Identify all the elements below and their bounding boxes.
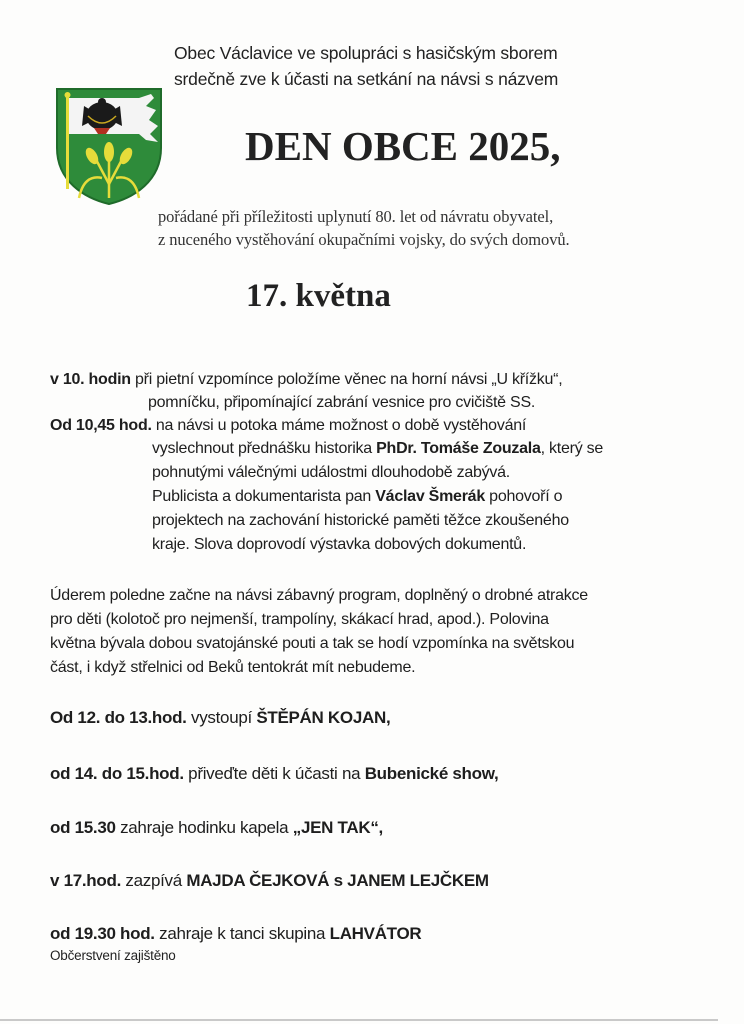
- schedule-after: s JANEM LEJČKEM: [329, 871, 489, 890]
- performer-name: LAHVÁTOR: [329, 924, 422, 943]
- intro-line-1: Obec Václavice ve spolupráci s hasičským sborem: [174, 43, 558, 63]
- program-item-1-time: v 10. hodin: [50, 371, 131, 388]
- noon-paragraph-line-2: pro děti (kolotoč pro nejmenší, trampolíny, skákací hrad, apod.). Polovina: [50, 611, 549, 628]
- performer-name: Bubenické show,: [364, 764, 499, 783]
- historian-name: PhDr. Tomáše Zouzala: [376, 440, 541, 457]
- noon-paragraph-line-3: května bývala dobou svatojánské pouti a tak se hodí vzpomínka na světskou: [50, 635, 575, 652]
- schedule-item: [50, 708, 390, 728]
- performer-name: MAJDA ČEJKOVÁ: [186, 871, 330, 890]
- schedule-text: přiveďte děti k účasti na: [183, 764, 365, 783]
- program-item-2-line-3: pohnutými válečnými událostmi dlouhodobě zabývá.: [152, 464, 510, 481]
- program-item-1-line-1: [50, 371, 562, 389]
- lecture-text-end: , který se: [540, 440, 604, 457]
- schedule-time: od 19.30 hod.: [50, 924, 155, 943]
- publicist-text-end: pohovoří o: [484, 488, 563, 505]
- schedule-item: [50, 764, 498, 784]
- refreshments-note: Občerstvení zajištěno: [50, 948, 176, 963]
- noon-paragraph-line-4: část, i když střelnici od Beků tentokrát mít nebudeme.: [50, 659, 416, 676]
- program-item-2-text: na návsi u potoka máme možnost o době vystěhování: [151, 417, 527, 434]
- event-date: 17. května: [246, 278, 391, 314]
- publicist-name: Václav Šmerák: [375, 488, 485, 505]
- subtitle-line-1: pořádané při příležitosti uplynutí 80. let od návratu obyvatel,: [158, 207, 554, 226]
- program-item-2-line-5: projektech na zachování historické paměti těžce zkoušeného: [152, 512, 569, 529]
- schedule-item: [50, 924, 421, 944]
- intro-line-2: srdečně zve k účasti na setkání na návsi s názvem: [174, 69, 559, 89]
- performer-name: „JEN TAK“,: [292, 818, 383, 837]
- schedule-item: [50, 818, 383, 838]
- program-item-2-line-4: [152, 488, 562, 506]
- schedule-time: od 14. do 15.hod.: [50, 764, 184, 783]
- schedule-text: zazpívá: [121, 871, 187, 890]
- schedule-text: vystoupí: [186, 708, 257, 727]
- subtitle-line-2: z nuceného vystěhování okupačními vojsky, do svých domovů.: [158, 230, 570, 249]
- lecture-text: vyslechnout přednášku historika: [152, 440, 377, 457]
- coat-of-arms-icon: [54, 86, 164, 206]
- noon-paragraph-line-1: Úderem poledne začne na návsi zábavný program, doplněný o drobné atrakce: [50, 587, 588, 604]
- program-item-2-line-1: [50, 417, 526, 435]
- schedule-time: Od 12. do 13.hod.: [50, 708, 187, 727]
- schedule-time: v 17.hod.: [50, 871, 121, 890]
- program-item-2-time: Od 10,45 hod.: [50, 417, 152, 434]
- performer-name: ŠTĚPÁN KOJAN,: [256, 708, 391, 727]
- schedule-time: od 15.30: [50, 818, 116, 837]
- schedule-text: zahraje hodinku kapela: [115, 818, 293, 837]
- schedule-item: [50, 871, 489, 891]
- program-item-2-line-6: kraje. Slova doprovodí výstavka dobových dokumentů.: [152, 536, 527, 553]
- scan-edge-divider: [0, 1019, 718, 1021]
- schedule-text: zahraje k tanci skupina: [154, 924, 330, 943]
- program-item-2-line-2: [152, 440, 603, 458]
- publicist-text: Publicista a dokumentarista pan: [152, 488, 376, 505]
- program-item-1-line-2: pomníčku, připomínající zabrání vesnice pro cvičiště SS.: [148, 394, 536, 411]
- page-title: DEN OBCE 2025,: [245, 123, 561, 169]
- program-item-1-text: při pietní vzpomínce položíme věnec na horní návsi „U křížku“,: [130, 371, 563, 388]
